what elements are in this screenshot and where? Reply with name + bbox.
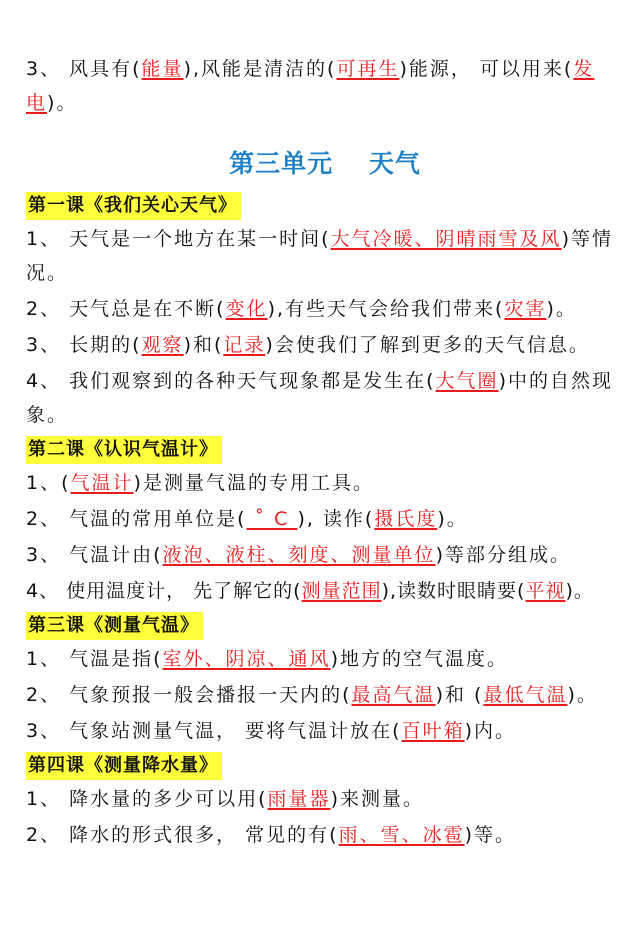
question-item: [26, 292, 624, 326]
question-item: [26, 328, 624, 362]
text: )来测量。: [330, 788, 424, 810]
question-item: [26, 714, 624, 748]
text: )。: [546, 298, 577, 320]
text: )。: [437, 508, 468, 530]
answer: 气温计: [70, 472, 134, 494]
answer: 雨、雪、冰雹: [338, 824, 465, 846]
question-item: [26, 502, 624, 536]
text: )中的自然现象。: [26, 370, 613, 426]
text: 3、 气象站测量气温， 要将气温计放在(: [26, 720, 402, 742]
text: )地方的空气温度。: [330, 648, 508, 670]
worksheet-page: [0, 52, 640, 951]
text: )能源， 可以用来(: [399, 58, 574, 80]
text: 2、 气温的常用单位是(: [26, 508, 247, 530]
lesson-heading: 第四课《测量降水量》: [26, 752, 222, 780]
text: )等部分组成。: [435, 544, 571, 566]
text: )和(: [183, 334, 224, 356]
text: ),风能是清洁的(: [183, 58, 337, 80]
question-item: [26, 364, 624, 432]
answer: 百叶箱: [401, 720, 465, 742]
question-item: [26, 642, 624, 676]
text: )。: [567, 684, 598, 706]
text: 3、 风具有(: [26, 58, 142, 80]
text: 1、 气温是指(: [26, 648, 163, 670]
question-item: [26, 538, 624, 572]
question-item: [26, 782, 624, 816]
text: 2、 降水的形式很多， 常见的有(: [26, 824, 339, 846]
answer: 液泡、液柱、刻度、测量单位: [162, 544, 436, 566]
text: ),有些天气会给我们带来(: [267, 298, 505, 320]
text: 3、 长期的(: [26, 334, 142, 356]
text: )等。: [464, 824, 517, 846]
unit-title: 第三单元 天气: [229, 149, 421, 178]
answer: 记录: [223, 334, 266, 356]
answer: 灾害: [504, 298, 547, 320]
answer: 室外、阴凉、通风: [162, 648, 331, 670]
answer: 可再生: [336, 58, 400, 80]
answer: 雨量器: [267, 788, 331, 810]
answer: 能量: [141, 58, 184, 80]
answer: 最低气温: [483, 684, 568, 706]
text: )内。: [464, 720, 517, 742]
lesson-heading: 第三课《测量气温》: [26, 612, 203, 640]
text: 2、 气象预报一般会播报一天内的(: [26, 684, 352, 706]
lesson-heading: 第一课《我们关心天气》: [26, 192, 241, 220]
answer: 摄氏度: [374, 508, 438, 530]
text: 2、 天气总是在不断(: [26, 298, 226, 320]
question-item: [26, 818, 624, 852]
text: 1、(: [26, 472, 71, 494]
text: 1、 天气是一个地方在某一时间(: [26, 228, 331, 250]
text: )会使我们了解到更多的天气信息。: [265, 334, 590, 356]
lesson-heading: 第二课《认识气温计》: [26, 436, 222, 464]
text: )。: [47, 92, 78, 114]
answer: 电: [26, 92, 48, 114]
answer: 发: [573, 58, 595, 80]
text: ),读数时眼睛要(: [381, 580, 526, 602]
answer: 平视: [525, 580, 566, 602]
text: 3、 气温计由(: [26, 544, 163, 566]
answer: ˚ C: [246, 508, 298, 530]
answer: 最高气温: [351, 684, 436, 706]
answer: 测量范围: [301, 580, 382, 602]
question-item: [26, 574, 624, 608]
text: )和 (: [435, 684, 484, 706]
text: )。: [565, 580, 594, 602]
answer: 大气圈: [435, 370, 499, 392]
text: 1、 降水量的多少可以用(: [26, 788, 268, 810]
intro-item: [26, 52, 624, 120]
question-item: [26, 678, 624, 712]
answer: 变化: [225, 298, 268, 320]
text: )是测量气温的专用工具。: [133, 472, 374, 494]
question-item: [26, 222, 624, 290]
text: ), 读作(: [297, 508, 375, 530]
text: 4、 使用温度计， 先了解它的(: [26, 580, 302, 602]
question-item: [26, 466, 624, 500]
answer: 大气冷暖、阴晴雨雪及风: [330, 228, 562, 250]
text: )等情况。: [26, 228, 613, 284]
answer: 观察: [141, 334, 184, 356]
text: 4、 我们观察到的各种天气现象都是发生在(: [26, 370, 436, 392]
